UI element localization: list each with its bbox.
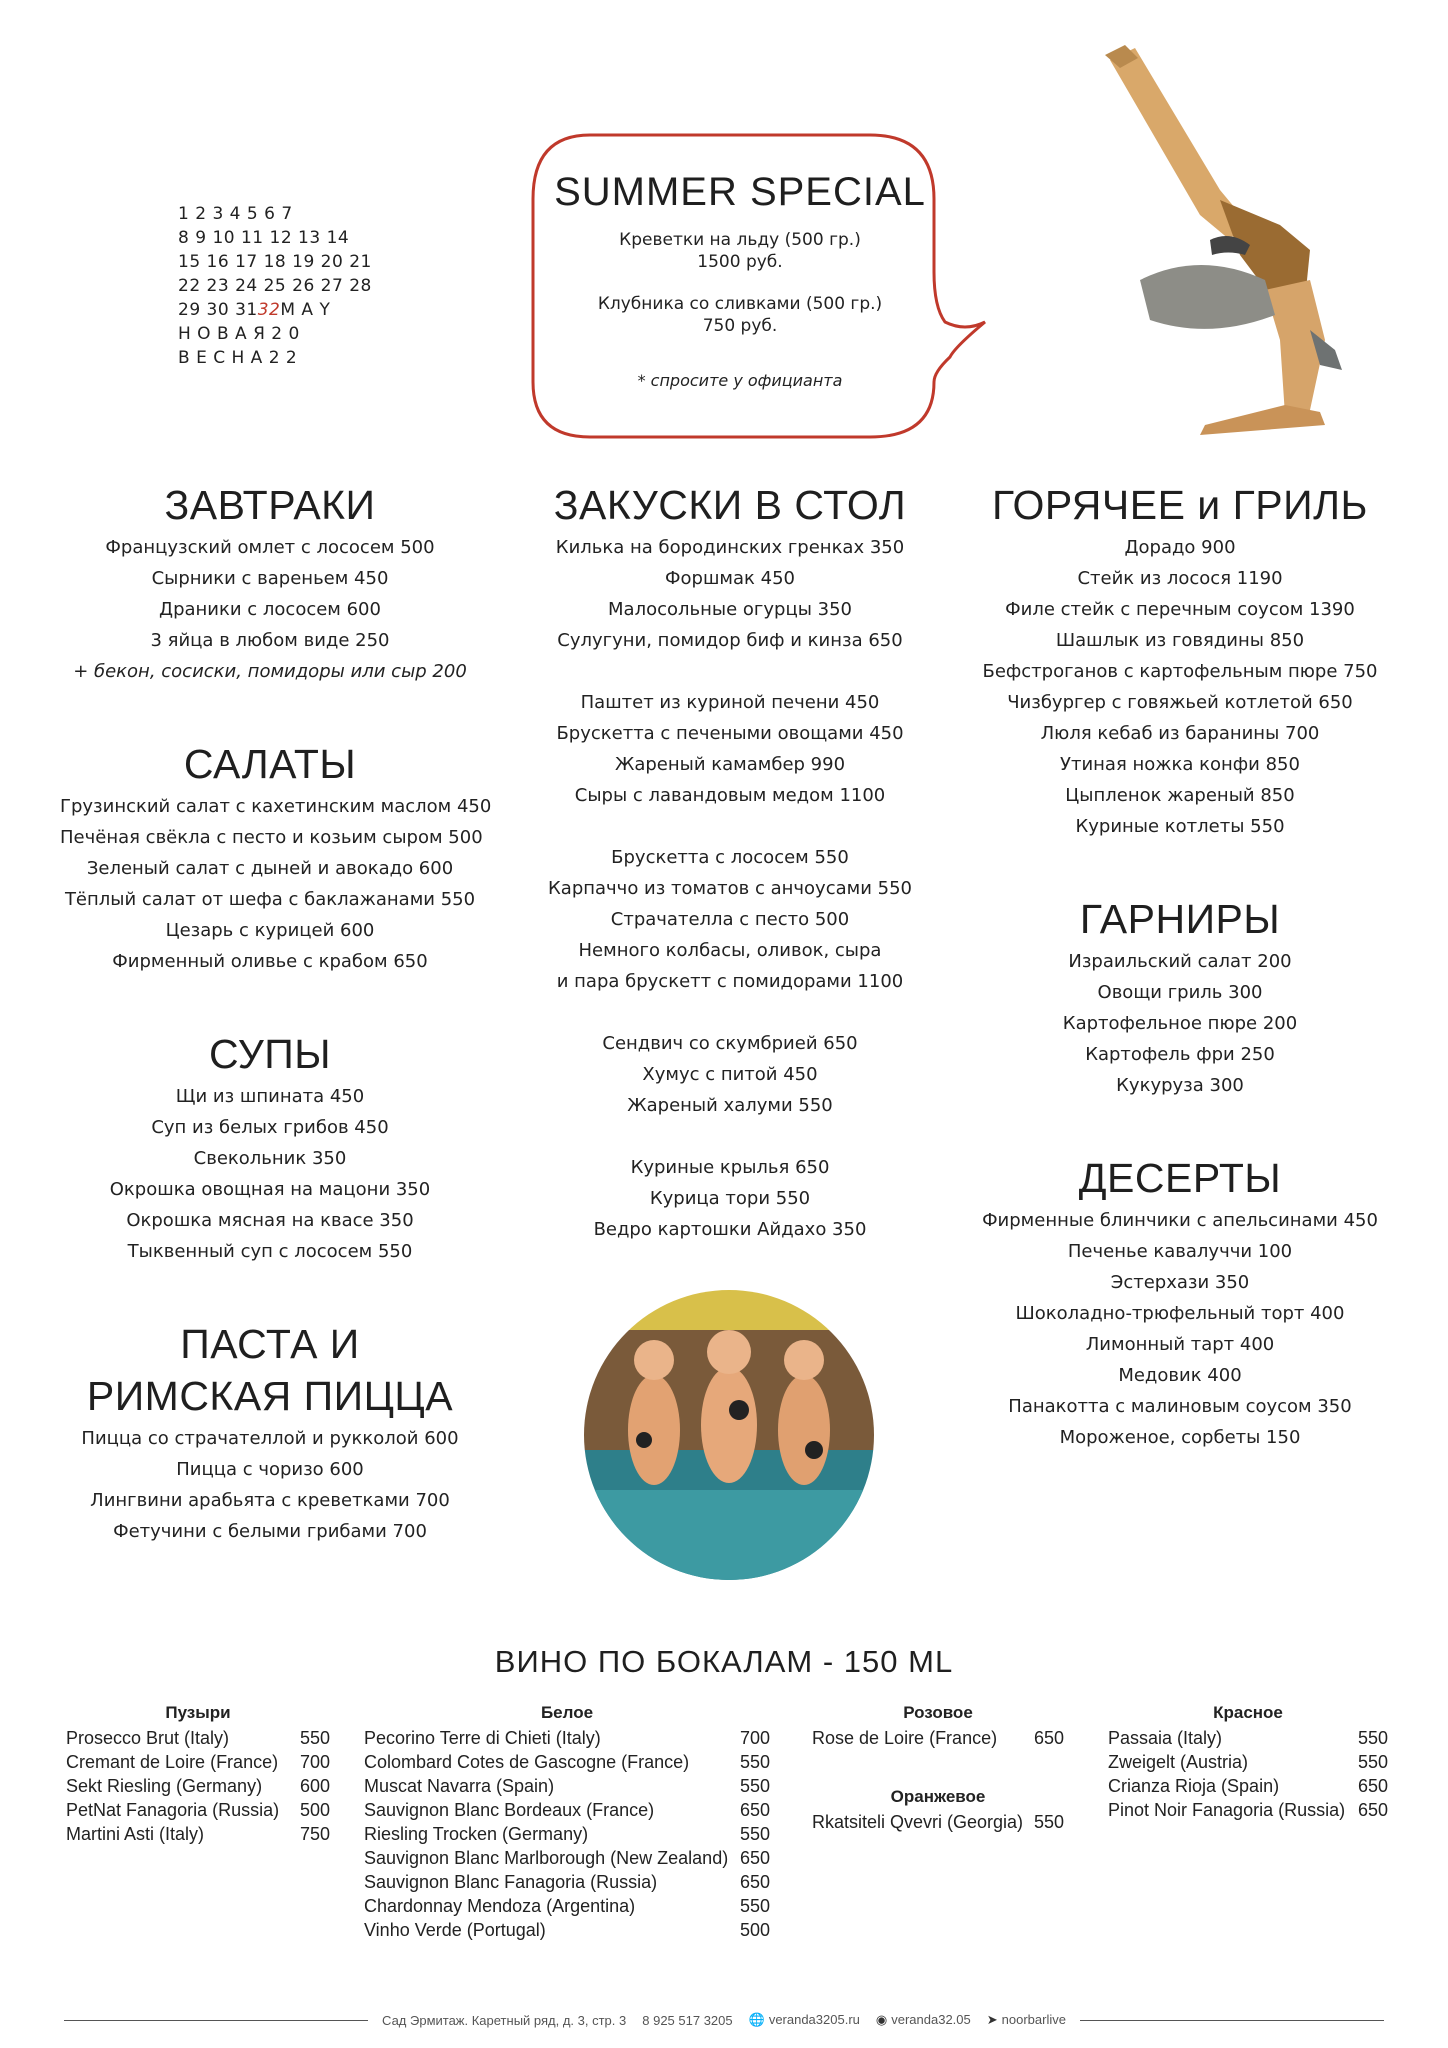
- wine-row: [66, 1750, 330, 1774]
- menu-item: Дорадо 900: [1124, 537, 1236, 558]
- wine-name: Muscat Navarra (Spain): [364, 1776, 555, 1796]
- menu-item: Панакотта с малиновым соусом 350: [1008, 1396, 1352, 1417]
- menu-item: Картофель фри 250: [1085, 1044, 1275, 1065]
- wine-price: 550: [739, 1896, 770, 1916]
- menu-item: Паштет из куриной печени 450: [580, 692, 880, 713]
- menu-item: Цезарь с курицей 600: [165, 920, 375, 941]
- menu-item: Килька на бородинских гренках 350: [555, 537, 905, 558]
- footer-address: Сад Эрмитаж. Каретный ряд, д. 3, стр. 3: [382, 2012, 627, 2028]
- globe-icon: 🌐: [748, 2012, 765, 2027]
- section-title: ЗАКУСКИ В СТОЛ: [553, 482, 907, 528]
- instagram-icon: ◉: [875, 2012, 888, 2027]
- special-note: * спросите у официанта: [637, 371, 843, 390]
- wine-row: [66, 1798, 330, 1822]
- wine-row: [364, 1846, 770, 1870]
- menu-item: Шоколадно-трюфельный торт 400: [1015, 1303, 1345, 1324]
- menu-item: Люля кебаб из баранины 700: [1040, 723, 1320, 744]
- wine-heading: Розовое: [903, 1703, 973, 1722]
- menu-item: Медовик 400: [1118, 1365, 1242, 1386]
- section-title: ГАРНИРЫ: [1079, 896, 1281, 942]
- wine-title: ВИНО ПО БОКАЛАМ - 150 ML: [494, 1644, 954, 1679]
- acrobat-illustration: [1080, 40, 1440, 480]
- wine-row: [364, 1774, 770, 1798]
- telegram-icon: ➤: [986, 2012, 998, 2027]
- footer-phone[interactable]: 8 925 517 3205: [642, 2012, 733, 2028]
- menu-item: Форшмак 450: [665, 568, 795, 589]
- menu-item: Брускетта с лососем 550: [611, 847, 849, 868]
- menu-item: Куриные котлеты 550: [1075, 816, 1285, 837]
- menu-item: Курица тори 550: [649, 1188, 811, 1209]
- menu-item: Шашлык из говядины 850: [1055, 630, 1305, 651]
- wine-price: 700: [739, 1728, 770, 1748]
- footer-rule-right: [1080, 2020, 1384, 2021]
- calendar: [178, 202, 378, 370]
- menu-item: Стейк из лосося 1190: [1077, 568, 1283, 589]
- menu-item: Бефстроганов с картофельным пюре 750: [982, 661, 1378, 682]
- wine-heading: Красное: [1213, 1703, 1283, 1722]
- wine-rose-orange: [812, 1700, 1064, 1834]
- wine-price: 600: [299, 1776, 330, 1796]
- wine-white: [364, 1700, 770, 1942]
- menu-item: Немного колбасы, оливок, сыра: [578, 940, 882, 961]
- footer-rule-left: [64, 2020, 368, 2021]
- wine-row: [66, 1726, 330, 1750]
- wine-price: 500: [299, 1800, 330, 1820]
- wine-name: Sauvignon Blanc Fanagoria (Russia): [364, 1872, 658, 1892]
- footer-instagram[interactable]: [876, 2012, 971, 2028]
- wine-row: [364, 1894, 770, 1918]
- wine-name: Cremant de Loire (France): [66, 1752, 279, 1772]
- section-title: ПАСТА И: [180, 1321, 360, 1367]
- footer-website-text: veranda3205.ru: [768, 2012, 860, 2027]
- section-sides: [960, 894, 1400, 1101]
- wine-name: Crianza Rioja (Spain): [1108, 1776, 1280, 1796]
- section-soups: [60, 1029, 480, 1267]
- wine-price: 550: [1033, 1812, 1064, 1832]
- menu-item: Цыпленок жареный 850: [1065, 785, 1295, 806]
- wine-name: Vinho Verde (Portugal): [364, 1920, 546, 1940]
- menu-item: Сыры с лавандовым медом 1100: [574, 785, 886, 806]
- wine-heading: Пузыри: [165, 1703, 231, 1722]
- section-desserts: [960, 1153, 1400, 1453]
- wine-heading: Белое: [540, 1703, 594, 1722]
- footer: [64, 2010, 1384, 2030]
- wine-price: 550: [299, 1728, 330, 1748]
- calendar-row: 15 16 17 18 19 20 21: [178, 252, 372, 272]
- menu-item: Сулугуни, помидор биф и кинза 650: [557, 630, 903, 651]
- menu-item: Драники с лососем 600: [159, 599, 381, 620]
- section-pasta: [60, 1319, 480, 1547]
- calendar-row: Н О В А Я 2 0: [178, 324, 300, 344]
- menu-item: Утиная ножка конфи 850: [1060, 754, 1300, 775]
- wine-row: [364, 1726, 770, 1750]
- wine-red: [1108, 1700, 1388, 1822]
- menu-item: Куриные крылья 650: [630, 1157, 830, 1178]
- wine-price: 750: [299, 1824, 330, 1844]
- wine-name: Prosecco Brut (Italy): [66, 1728, 230, 1748]
- calendar-row-may: [178, 298, 378, 322]
- wine-sparkling: [66, 1700, 330, 1846]
- wine-row: [1108, 1774, 1388, 1798]
- menu-item: Фирменные блинчики с апельсинами 450: [982, 1210, 1378, 1231]
- wine-row: [364, 1918, 770, 1942]
- wine-name: Zweigelt (Austria): [1108, 1752, 1249, 1772]
- section-title: ГОРЯЧЕЕ и ГРИЛЬ: [992, 482, 1368, 528]
- menu-note: + бекон, сосиски, помидоры или сыр 200: [73, 661, 467, 682]
- menu-item: Сырники с вареньем 450: [151, 568, 389, 589]
- column-middle: [520, 480, 940, 1245]
- section-breakfast: [60, 480, 480, 687]
- menu-item: Чизбургер с говяжьей котлетой 650: [1007, 692, 1353, 713]
- special-item-price: 750 руб.: [702, 316, 778, 336]
- special-item-price: 1500 руб.: [697, 252, 783, 272]
- dancers-photo: [584, 1290, 874, 1580]
- menu-item: Фирменный оливье с крабом 650: [112, 951, 428, 972]
- calendar-days: 29 30 31: [178, 300, 258, 320]
- wine-price: 650: [739, 1872, 770, 1892]
- wine-name: Sekt Riesling (Germany): [66, 1776, 263, 1796]
- menu-item: Жареный камамбер 990: [614, 754, 846, 775]
- menu-item: Тыквенный суп с лососем 550: [127, 1241, 413, 1262]
- menu-item: Печенье кавалуччи 100: [1067, 1241, 1293, 1262]
- wine-name: Sauvignon Blanc Marlborough (New Zealand): [364, 1848, 729, 1868]
- menu-item: Мороженое, сорбеты 150: [1059, 1427, 1301, 1448]
- menu-item: Эстерхази 350: [1110, 1272, 1250, 1293]
- wine-name: Sauvignon Blanc Bordeaux (France): [364, 1800, 655, 1820]
- section-title: РИМСКАЯ ПИЦЦА: [86, 1373, 454, 1419]
- wine-price: 500: [739, 1920, 770, 1940]
- wine-row: [364, 1822, 770, 1846]
- wine-price: 650: [739, 1800, 770, 1820]
- wine-price: 650: [1033, 1728, 1064, 1748]
- wine-row: [1108, 1798, 1388, 1822]
- wine-row: [1108, 1750, 1388, 1774]
- section-salads: [60, 739, 492, 977]
- menu-item: Щи из шпината 450: [175, 1086, 365, 1107]
- summer-special-title: SUMMER SPECIAL: [554, 170, 926, 214]
- menu-item: Филе стейк с перечным соусом 1390: [1005, 599, 1355, 620]
- footer-telegram-text: noorbarlive: [1001, 2012, 1066, 2027]
- menu-item: Лингвини арабьята с креветками 700: [90, 1490, 450, 1511]
- wine-name: Rkatsiteli Qvevri (Georgia): [812, 1812, 1024, 1832]
- calendar-row: В Е С Н А 2 2: [178, 348, 298, 368]
- wine-row: [812, 1810, 1064, 1834]
- calendar-struck-day: 32: [257, 300, 281, 320]
- menu-item: Зеленый салат с дыней и авокадо 600: [86, 858, 454, 879]
- menu-item: Ведро картошки Айдахо 350: [593, 1219, 867, 1240]
- menu-item: Пицца с чоризо 600: [176, 1459, 364, 1480]
- wine-price: 550: [1357, 1728, 1388, 1748]
- calendar-row: 1 2 3 4 5 6 7: [178, 204, 293, 224]
- wine-price: 550: [739, 1752, 770, 1772]
- menu-item: Жареный халуми 550: [627, 1095, 833, 1116]
- column-right: [960, 480, 1400, 1453]
- menu-item: Страчателла с песто 500: [610, 909, 850, 930]
- wine-name: Riesling Trocken (Germany): [364, 1824, 589, 1844]
- wine-price: 550: [739, 1776, 770, 1796]
- menu-item: Хумус с питой 450: [642, 1064, 818, 1085]
- menu-item: Печёная свёкла с песто и козьим сыром 500: [60, 827, 483, 848]
- wine-row: [1108, 1726, 1388, 1750]
- menu-item: Фетучини с белыми грибами 700: [113, 1521, 427, 1542]
- wine-row: [66, 1774, 330, 1798]
- wine-price: 650: [1357, 1776, 1388, 1796]
- menu-item: Окрошка овощная на мацони 350: [109, 1179, 431, 1200]
- menu-item: Грузинский салат с кахетинским маслом 450: [60, 796, 492, 817]
- column-left: [60, 480, 492, 1547]
- summer-special: [540, 170, 940, 390]
- wine-name: Colombard Cotes de Gascogne (France): [364, 1752, 690, 1772]
- wine-price: 650: [1357, 1800, 1388, 1820]
- wine-row: [364, 1870, 770, 1894]
- wine-row: [812, 1726, 1064, 1750]
- menu-item: Окрошка мясная на квасе 350: [126, 1210, 414, 1231]
- menu-item: Пицца со страчателлой и рукколой 600: [81, 1428, 459, 1449]
- wine-price: 700: [299, 1752, 330, 1772]
- wine-name: Pecorino Terre di Chieti (Italy): [364, 1728, 601, 1748]
- menu-item: Картофельное пюре 200: [1062, 1013, 1298, 1034]
- section-title: ДЕСЕРТЫ: [1078, 1155, 1282, 1201]
- menu-item: Лимонный тарт 400: [1085, 1334, 1275, 1355]
- wine-name: PetNat Fanagoria (Russia): [66, 1800, 280, 1820]
- calendar-month: M A Y: [280, 300, 331, 320]
- footer-website[interactable]: [749, 2012, 860, 2028]
- menu-item: 3 яйца в любом виде 250: [150, 630, 390, 651]
- wine-price: 550: [1357, 1752, 1388, 1772]
- section-title: САЛАТЫ: [183, 741, 357, 787]
- section-title: ЗАВТРАКИ: [164, 482, 376, 528]
- section-hot-grill: [960, 480, 1400, 842]
- footer-telegram[interactable]: [987, 2012, 1066, 2028]
- menu-item: и пара брускетт с помидорами 1100: [556, 971, 904, 992]
- special-item-name: Клубника со сливками (500 гр.): [597, 294, 883, 314]
- wine-name: Martini Asti (Italy): [66, 1824, 205, 1844]
- wine-row: [66, 1822, 330, 1846]
- menu-item: Карпаччо из томатов с анчоусами 550: [548, 878, 912, 899]
- section-title: СУПЫ: [208, 1031, 332, 1077]
- calendar-row: 22 23 24 25 26 27 28: [178, 276, 372, 296]
- wine-name: Pinot Noir Fanagoria (Russia): [1108, 1800, 1346, 1820]
- menu-item: Кукуруза 300: [1116, 1075, 1244, 1096]
- section-snacks: [520, 480, 940, 1245]
- menu-item: Сендвич со скумбрией 650: [602, 1033, 858, 1054]
- special-item-name: Креветки на льду (500 гр.): [619, 230, 861, 250]
- menu-item: Французский омлет с лососем 500: [105, 537, 435, 558]
- calendar-row: 8 9 10 11 12 13 14: [178, 228, 350, 248]
- wine-name: Rose de Loire (France): [812, 1728, 998, 1748]
- menu-item: Суп из белых грибов 450: [151, 1117, 389, 1138]
- menu-item: Малосольные огурцы 350: [608, 599, 852, 620]
- wine-name: Passaia (Italy): [1108, 1728, 1223, 1748]
- wine-price: 650: [739, 1848, 770, 1868]
- footer-instagram-text: veranda32.05: [891, 2012, 971, 2027]
- wine-row: [364, 1750, 770, 1774]
- wine-price: 550: [739, 1824, 770, 1844]
- wine-name: Chardonnay Mendoza (Argentina): [364, 1896, 636, 1916]
- wine-row: [364, 1798, 770, 1822]
- menu-item: Израильский салат 200: [1068, 951, 1292, 972]
- menu-item: Свекольник 350: [193, 1148, 347, 1169]
- wine-heading: Оранжевое: [890, 1787, 986, 1806]
- menu-item: Тёплый салат от шефа с баклажанами 550: [64, 889, 476, 910]
- menu-item: Овощи гриль 300: [1097, 982, 1263, 1003]
- menu-item: Брускетта с печеными овощами 450: [556, 723, 904, 744]
